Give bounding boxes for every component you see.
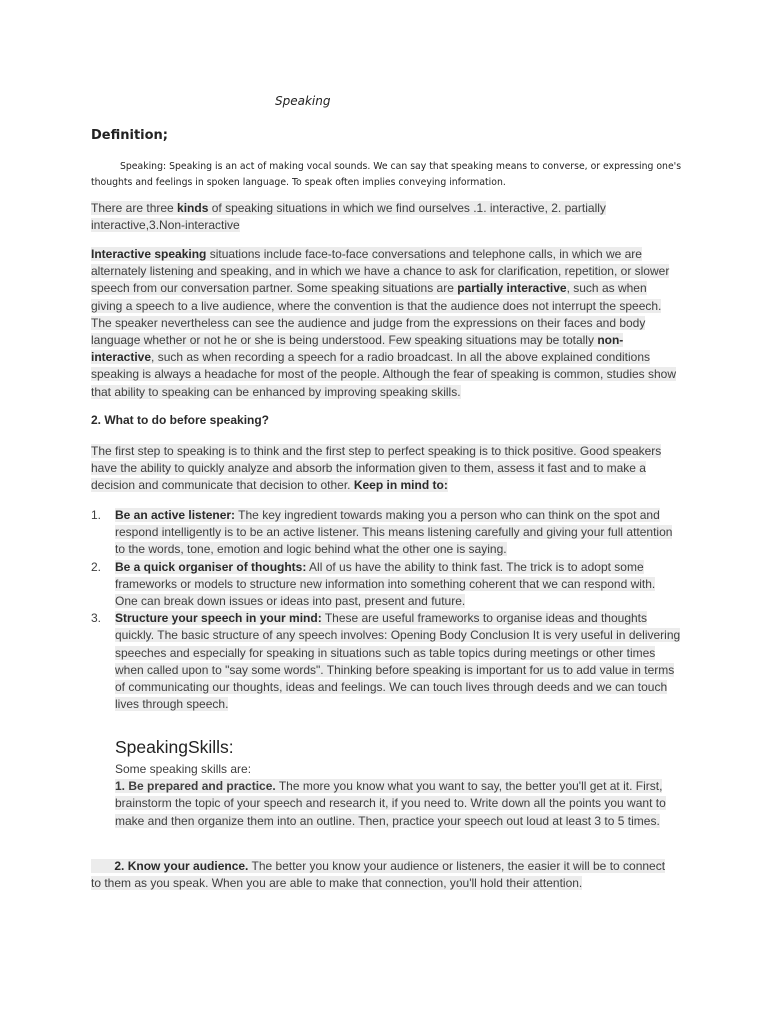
skill-2-text: The better you know your audience or listeners, the easier it will be to connect to them as you speak. When you are able to make that connection, you'll hold their attention. [91,859,666,891]
list-item-text: These are useful frameworks to organise ideas and thoughts quickly. The basic structure of any speech involves: Opening Body Conclusion It is very useful in delivering speeches and especially for speaking in situations such as table topics during meetings or other times when called upon to "say some words". Thinking before speaking is important for us to add value in terms of communicating our thoughts, ideas and feelings. We can touch lives through deeds and we can touch lives through speech. [115,611,681,712]
list-item-bold: Be a quick organiser of thoughts: [115,559,307,574]
interactive-bold-1: Interactive speaking [91,247,207,261]
list-item [91,507,681,559]
skill-1-text: The more you know what you want to say, the better you'll get at it. First, brainstorm the topic of your speech and research it, if you need to. Write down all the points you want to make and then organize them into an outline. Then, practice your speech out loud at least 3 to 5 times. [115,779,666,828]
list-number: 3. [91,611,102,626]
kinds-bold: kinds [177,201,209,215]
kinds-text-pre: There are three [91,201,178,215]
interactive-text-2: , such as when giving a speech to a live audience, where the convention is that the audience does not interrupt the speech. The speaker nevertheless can see the audience and judge from the expressions on their faces and body language whether or not he or she is being understood. Few speaking situations may be totally [91,281,662,348]
skill-2-indent [91,859,111,873]
list-item [91,610,681,713]
definition-paragraph: Speaking: Speaking is an act of making vocal sounds. We can say that speaking means to converse, or expressing one's thoughts and feelings in spoken language. To speak often implies conveying information. [91,161,682,188]
list-item-text: All of us have the ability to think fast. The trick is to adopt some frameworks or models to structure new information into something coherent that we can respond with. One can break down issues or ideas into past, present and future. [115,559,656,609]
list-item-text: The key ingredient towards making you a person who can think on the spot and respond intelligently is to be an active listener. This means listening carefully and giving your full attention to the words, tone, emotion and logic behind what the other one is saying. [115,508,673,557]
before-text: The first step to speaking is to think and the first step to perfect speaking is to thick positive. Good speakers have the ability to quickly analyze and absorb the information given to them, assess it fast and to make a decision and communicate that decision to other. [91,444,662,493]
before-speaking-heading: 2. What to do before speaking? [91,413,270,427]
tips-list [91,507,681,713]
skill-2-paragraph [91,858,671,892]
page-title: Speaking [275,94,331,108]
before-speaking-paragraph [91,443,681,495]
skills-intro: Some speaking skills are: [115,762,252,776]
interactive-text-3: , such as when recording a speech for a radio broadcast. In all the above explained conditions speaking is always a headache for most of the people. Although the fear of speaking is common, studies show that ability to speaking can be enhanced by improving speaking skills. [91,350,677,399]
skill-1-bold: 1. Be prepared and practice. [115,779,276,794]
list-item-bold: Structure your speech in your mind: [115,611,322,626]
definition-heading: Definition; [91,128,169,143]
list-item-bold: Be an active listener: [115,508,236,522]
keep-in-mind-bold: Keep in mind to: [353,478,448,493]
list-number: 2. [91,559,102,574]
list-number: 1. [91,508,102,522]
speaking-skills-section [115,761,675,830]
kinds-text-post: of speaking situations in which we find ourselves .1. interactive, 2. partially interactive,3.Non-interactive [91,201,606,233]
interactive-bold-2: partially interactive [457,281,567,296]
speaking-skills-heading: SpeakingSkills: [115,737,234,757]
skill-1-paragraph [115,778,675,830]
interactive-bold-3: non-interactive [91,333,624,365]
skill-2-bold: 2. Know your audience. [111,859,249,873]
list-item [91,559,681,611]
kinds-paragraph [91,200,681,234]
interactive-paragraph [91,246,681,401]
interactive-text-1: situations include face-to-face conversations and telephone calls, in which we are alternately listening and speaking, and in which we have a chance to ask for clarification, repetition, or slower speech from our conversation partner. Some speaking situations are [91,247,670,296]
